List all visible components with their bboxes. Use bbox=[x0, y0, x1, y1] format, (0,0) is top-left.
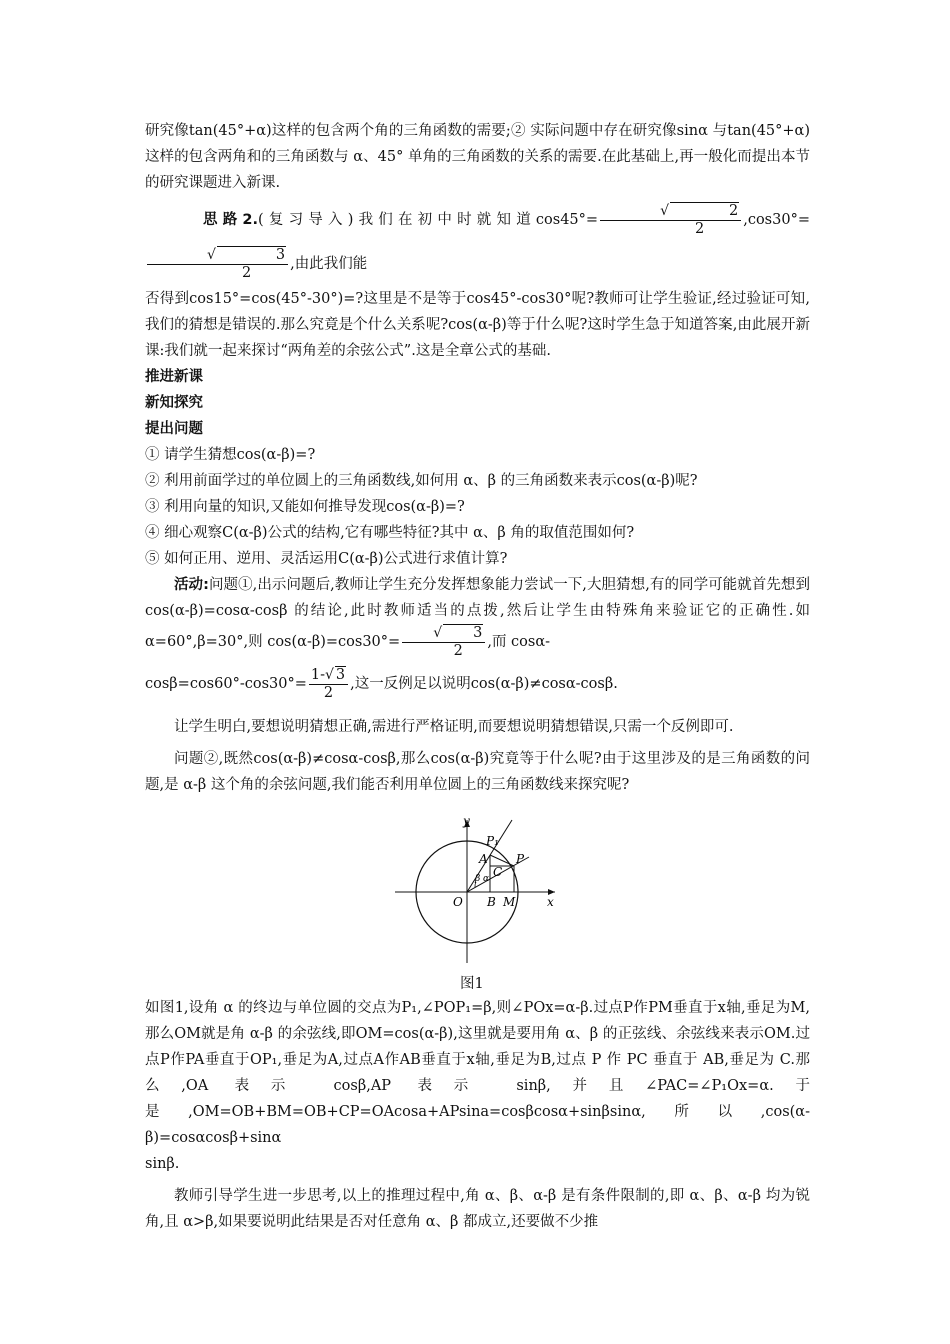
label-p1: P₁ bbox=[486, 834, 499, 848]
idea2-text-b: ,cos30°= bbox=[743, 212, 810, 228]
question-4: ④ 细心观察C(α-β)公式的结构,它有哪些特征?其中 α、β 角的取值范围如何? bbox=[145, 525, 635, 541]
frac-one-minus-sqrt3-over-2: $\frac{1-√ 3}{2}$ bbox=[309, 666, 348, 702]
sqrt3-radicand: 3 bbox=[217, 246, 286, 264]
idea2-label: 思路2. bbox=[203, 212, 259, 228]
unit-circle-figure bbox=[395, 815, 560, 965]
activity-paragraph-3: 让学生明白,要想说明猜想正确,需进行严格证明,而要想说明猜想错误,只需一个反例即可. bbox=[174, 719, 734, 735]
activity-paragraph-4: 问题②,既然cos(α-β)≠cosα-cosβ,那么cos(α-β)究竟等于什么呢?由于这里涉及的是三角函数的问题,是 α-β 这个角的余弦问题,我们能否利用单位圆上的三角函数线来探究呢? bbox=[145, 751, 810, 793]
frac-sqrt2-over-2: $\frac{√ 2}{2}$ bbox=[600, 202, 741, 238]
idea2-rest: 否得到cos15°=cos(45°-30°)=?这里是不是等于cos45°-cos30°呢?教师可让学生验证,经过验证可知,我们的猜想是错误的.那么究竟是个什么关系呢?cos(α-β)等于什么呢?这时学生急于知道答案,由此展开新课:我们就一起来探讨“两角差的余弦公式”.这是全章公式的基础. bbox=[145, 291, 810, 359]
frac-den: 2 bbox=[323, 685, 334, 701]
frac-den: 2 bbox=[241, 265, 252, 281]
after-figure-body bbox=[145, 995, 810, 1235]
derivation-end: sinβ. bbox=[145, 1156, 180, 1172]
activity-paragraph bbox=[145, 572, 810, 660]
frac-sqrt3-over-2: $\frac{√ 3}{2}$ bbox=[402, 624, 485, 660]
label-beta: β bbox=[475, 874, 481, 884]
frac-den: 2 bbox=[453, 643, 463, 659]
activity-text-2b: ,这一反例足以说明cos(α-β)≠cosα-cosβ. bbox=[350, 676, 618, 692]
frac-sqrt3-over-2: $\frac{√ 3}{2}$ bbox=[147, 246, 288, 282]
figure-caption: 图1 bbox=[460, 976, 484, 992]
label-p: P bbox=[516, 852, 525, 866]
label-o: O bbox=[453, 895, 463, 909]
question-5: ⑤ 如何正用、逆用、灵活运用C(α-β)公式进行求值计算? bbox=[145, 551, 508, 567]
label-y: y bbox=[463, 815, 470, 828]
derivation-paragraph: 如图1,设角 α 的终边与单位圆的交点为P₁,∠POP₁=β,则∠POx=α-β.过点P作PM垂直于x轴,垂足为M,那么OM就是角 α-β 的余弦线,即OM=cos(α-β),这里就是要用角 α、β 的正弦线、余弦线来表示OM.过点P作PA垂直于OP₁,垂足为A,过点A作AB垂直于x轴,垂足为B,过点 P 作 PC 垂直于 AB,垂足为 C.那么,OA 表示 cosβ,AP 表示 sinβ,并且∠PAC=∠P₁Ox=α.于是,OM=OB+BM=OB+CP=OAcosa+APsina=cosβcosα+sinβsinα,所以,cos(α-β)=cosαcosβ+sinα bbox=[145, 1000, 810, 1146]
heading-explore: 新知探究 bbox=[145, 395, 203, 411]
activity-text-1-end: ,而 cosα- bbox=[487, 634, 551, 650]
idea2-line bbox=[145, 198, 810, 286]
activity-line-2 bbox=[145, 660, 810, 708]
activity-label: 活动: bbox=[174, 577, 209, 593]
label-m: M bbox=[503, 895, 516, 909]
activity-text-1: 问题①,出示问题后,教师让学生充分发挥想象能力尝试一下,大胆猜想,有的同学可能就首先想到cos(α-β)=cosα-cosβ 的结论,此时教师适当的点拨,然后让学生由特殊角来验证它的正确性.如 α=60°,β=30°,则 cos(α-β)=cos30°= bbox=[145, 577, 810, 650]
question-3: ③ 利用向量的知识,又能如何推导发现cos(α-β)=? bbox=[145, 499, 465, 515]
sqrt3-radicand: 3 bbox=[443, 624, 483, 642]
question-2: ② 利用前面学过的单位圆上的三角函数线,如何用 α、β 的三角函数来表示cos(α-β)呢? bbox=[145, 473, 698, 489]
frac-den: 2 bbox=[695, 221, 705, 237]
label-b: B bbox=[487, 895, 496, 909]
document-body bbox=[145, 118, 810, 798]
one-minus: 1- bbox=[310, 667, 325, 683]
label-a: A bbox=[479, 852, 488, 866]
label-x: x bbox=[547, 895, 554, 909]
label-alpha: α bbox=[483, 874, 490, 884]
teacher-guide-paragraph: 教师引导学生进一步思考,以上的推理过程中,角 α、β、α-β 是有条件限制的,即 α、β、α-β 均为锐角,且 α>β,如果要说明此结果是否对任意角 α、β 都成立,还要做不少推 bbox=[145, 1188, 810, 1230]
idea2-text-a: (复习导入)我们在初中时就知道cos45°= bbox=[258, 212, 599, 228]
question-1: ① 请学生猜想cos(α-β)=? bbox=[145, 447, 316, 463]
intro-paragraph: 研究像tan(45°+α)这样的包含两个角的三角函数的需要;② 实际问题中存在研究像sinα 与tan(45°+α)这样的包含两角和的三角函数与 α、45° 单角的三角函数的关系的需要.在此基础上,再一般化而提出本节的研究课题进入新课. bbox=[145, 123, 810, 191]
activity-text-2a: cosβ=cos60°-cos30°= bbox=[145, 676, 307, 692]
idea2-text-c: ,由此我们能 bbox=[290, 256, 368, 272]
sqrt3-radicand: 3 bbox=[335, 667, 346, 683]
label-c: C bbox=[493, 865, 503, 879]
sqrt2-radicand: 2 bbox=[670, 202, 739, 220]
heading-advance: 推进新课 bbox=[145, 369, 203, 385]
heading-questions: 提出问题 bbox=[145, 421, 203, 437]
